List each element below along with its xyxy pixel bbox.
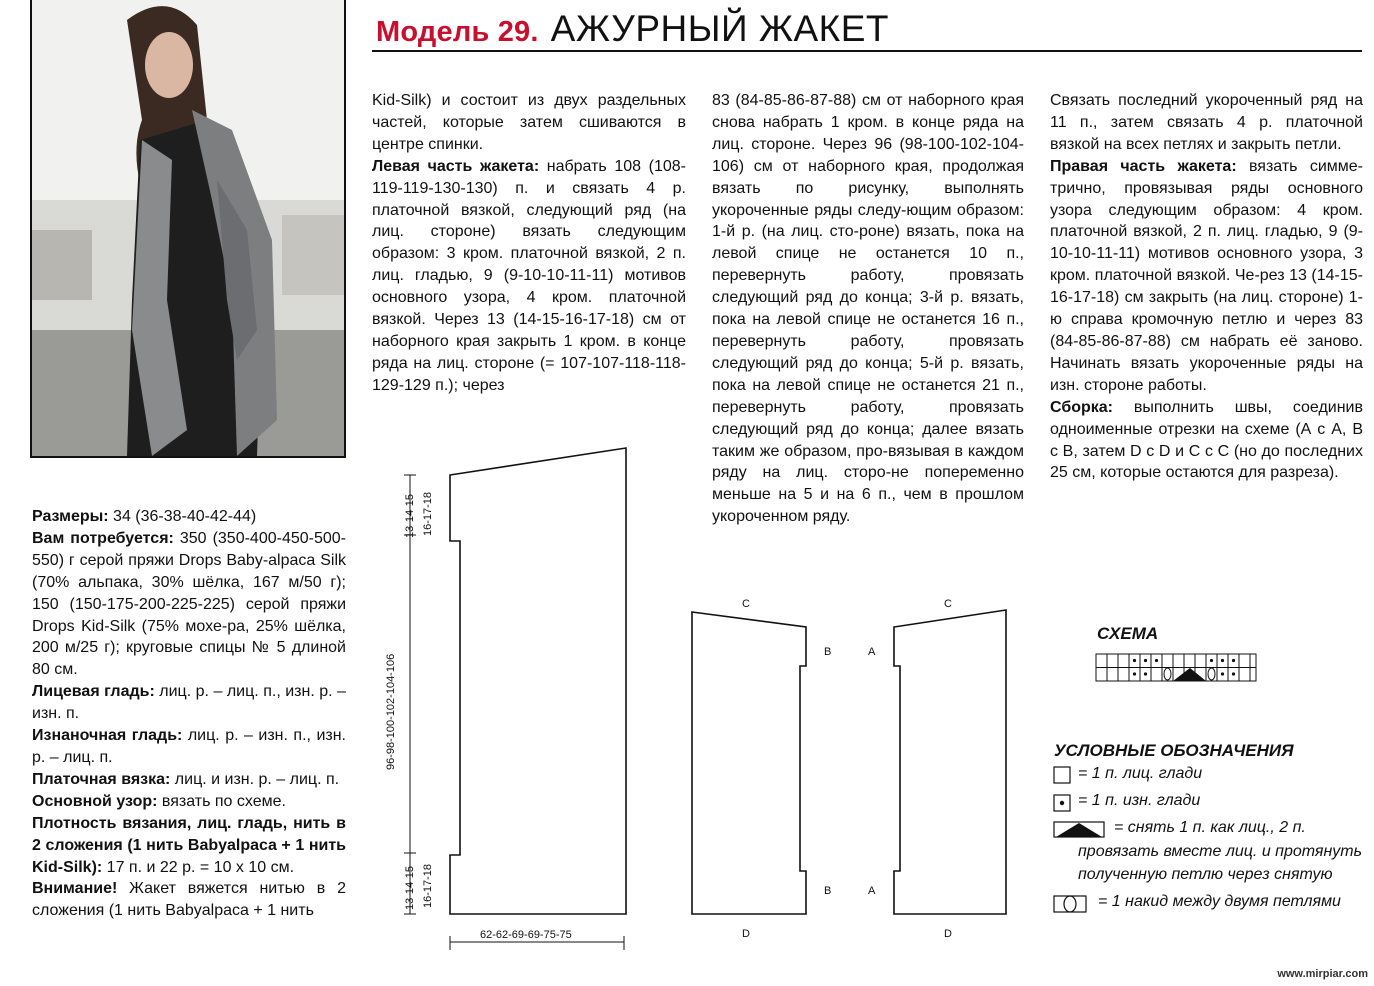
dim-height: 96-98-100-102-104-106 <box>385 653 397 770</box>
label-d-right: D <box>944 928 952 940</box>
col1-paragraph-text: Kid-Silk) и состоит из двух раздельных частей, которые затем сшиваются в центре спинки. <box>372 92 686 153</box>
col0-paragraph-text: лиц. р. – изн. п., изн. р. – лиц. п. <box>32 727 346 766</box>
stitch-chart <box>1096 654 1256 681</box>
schema-title: СХЕМА <box>1097 624 1159 643</box>
dim-top-a: 13-14-15 <box>404 493 416 538</box>
knit-stitch-icon <box>1054 767 1070 783</box>
col0-paragraph-heading: Вам потребуется: <box>32 529 174 547</box>
col0-paragraph-heading: Внимание! <box>32 880 118 898</box>
label-a-top: A <box>868 646 876 658</box>
col0-paragraph-text: 17 п. и 22 р. = 10 x 10 см. <box>102 858 295 876</box>
col1-paragraph-heading: Левая часть жакета: <box>372 157 540 175</box>
dim-top-b: 16-17-18 <box>422 491 434 536</box>
label-b-bottom: B <box>824 885 832 897</box>
label-b-top: B <box>824 646 832 658</box>
watermark: www.mirpiar.com <box>1277 968 1368 980</box>
legend-item-decrease-2: провязать вместе лиц. и протянуть <box>1078 843 1362 860</box>
label-c-right: C <box>944 598 952 610</box>
model-name: АЖУРНЫЙ ЖАКЕТ <box>550 8 890 49</box>
col3-paragraph-heading: Правая часть жакета: <box>1050 157 1237 175</box>
legend-item-decrease-3: полученную петлю через снятую <box>1078 866 1333 883</box>
col0-paragraph-text: 34 (36-38-40-42-44) <box>108 508 257 525</box>
dim-bot-b: 16-17-18 <box>422 863 434 908</box>
col0-paragraph-text: лиц. р. – лиц. п., изн. р. – изн. п. <box>32 683 347 723</box>
col0-paragraph-heading: Плотность вязания, лиц. гладь, нить в 2 сложения (1 нить Babyalpaca + 1 нить Kid-Silk): <box>32 814 346 876</box>
left-front-outline <box>692 612 806 914</box>
col0-paragraph-text: лиц. и изн. р. – лиц. п. <box>170 770 340 788</box>
label-d-left: D <box>742 928 750 940</box>
legend-item-purl: = 1 п. изн. глади <box>1078 792 1201 809</box>
label-a-bottom: A <box>868 885 876 897</box>
label-c-left: C <box>742 598 750 610</box>
col0-paragraph-heading: Основной узор: <box>32 792 158 810</box>
yarn-over-icon <box>1054 896 1086 912</box>
right-front-outline <box>894 610 1006 914</box>
col0-paragraph-text: Жакет вяжется нитью в 2 сложения (1 нить Babyalpaca + 1 нить <box>32 880 346 920</box>
col0-paragraph-text: 350 (350-400-450-500-550) г серой пряжи Drops Baby-alpaca Silk (70% альпака, 30% шёлка, 167 м/50 г); 150 (150-175-200-225-225) серой пряжи Drops Kid-Silk (75% мохе-ра, 25% шёлка, 200 м/25 г); круговые спицы № 5 длиной 80 см. <box>32 529 346 679</box>
legend-item-yarn-over: = 1 накид между двумя петлями <box>1098 893 1341 910</box>
col3-paragraph-heading: Сборка: <box>1050 398 1114 416</box>
col0-paragraph-text: вязать по схеме. <box>157 792 286 810</box>
dim-width: 62-62-69-69-75-75 <box>480 929 572 941</box>
col0-paragraph-heading: Размеры: <box>32 508 109 525</box>
col2-paragraph-text: 83 (84-85-86-87-88) см от наборного края снова набрать 1 кром. в конце ряда на лиц. стороне. Через 96 (98-100-102-104-106) см от наборного края, продолжая вязать по рисунку, выполнять укороченные ряды следу-ющим образом: 1-й р. (на лиц. сто-роне) вязать, пока на левой спице не останется 10 п., перевернуть работу, провязать следующий ряд до конца; 3-й р. вязать, пока на левой спице не останется 16 п., перевернуть работу, провязать следующий ряд до конца; 5-й р. вязать, пока на левой спице не останется 21 п., перевернуть работу, провязать следующий ряд до конца; далее вязать таким же образом, про-вязывая в каждом ряду на лиц. сторо-не попеременно меньше на 5 и на 6 п., чем в прошлом укороченном ряду. <box>712 92 1024 526</box>
back-piece-outline <box>450 448 626 914</box>
legend-item-knit: = 1 п. лиц. глади <box>1078 765 1203 782</box>
legend-item-decrease-1: = снять 1 п. как лиц., 2 п. <box>1114 819 1306 836</box>
dim-bot-a: 13-14-15 <box>404 865 416 910</box>
model-number: Модель 29. <box>376 16 539 48</box>
col1-paragraph-text: набрать 108 (108-119-119-130-130) п. и связать 4 р. платочной вязкой, следующий ряд (на лиц. стороне) вязать следующим образом: 3 кром. платочной вязкой, 2 п. лиц. гладью, 9 (9-10-10-11-11) мотивов основного узора, 4 кром. платочной вязкой. Через 13 (14-15-16-17-18) см от наборного края закрыть 1 кром. в конце ряда на лиц. стороне (= 107-107-118-118-129-129 п.); через <box>372 157 686 394</box>
col3-paragraph-text: выполнить швы, соединив одноименные отрезки на схеме (А с А, В с В, затем D с D и С с С (но до последних 25 см, которые остаются для разреза). <box>1050 398 1363 482</box>
col3-paragraph-text: вязать симме-трично, провязывая ряды основного узора следующим образом: 4 кром. платочной вязкой, 2 п. лиц. гладью, 9 (9-10-10-11-11) мотивов основного узора, 3 кром. платочной вязкой. Че-рез 13 (14-15-16-17-18) см закрыть (на лиц. стороне) 1-ю справа кромочную петлю и через 83 (84-85-86-87-88) см набрать её заново. Начинать вязать укороченные ряды на изн. стороне работы. <box>1050 157 1363 394</box>
col3-paragraph-text: Связать последний укороченный ряд на 11 п., затем связать 4 р. платочной вязкой на всех петлях и закрыть петли. <box>1050 92 1363 153</box>
col0-paragraph-heading: Изнаночная гладь: <box>32 727 183 745</box>
legend-title: УСЛОВНЫЕ ОБОЗНАЧЕНИЯ <box>1054 741 1294 760</box>
col0-paragraph-heading: Платочная вязка: <box>32 770 171 788</box>
col0-paragraph-heading: Лицевая гладь: <box>32 683 155 701</box>
